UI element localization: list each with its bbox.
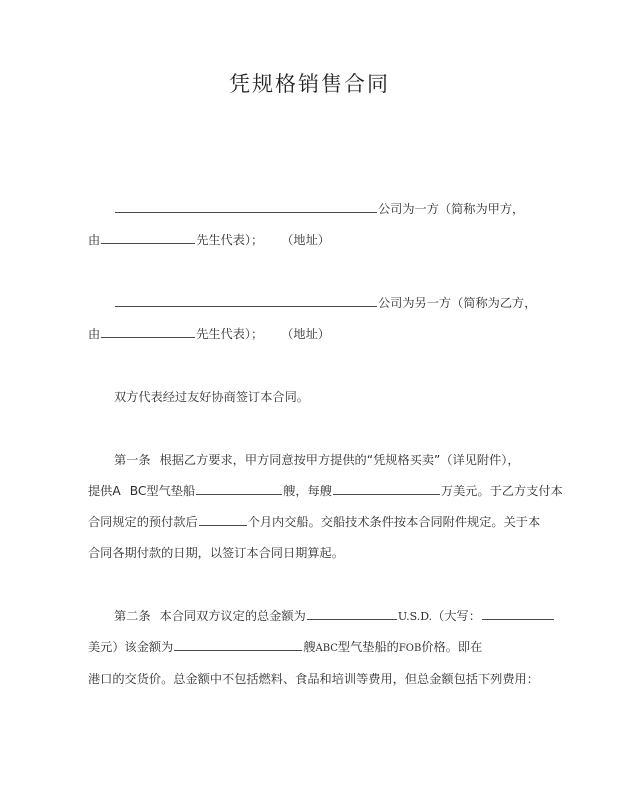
article-1-line-4-text: 合同各期付款的日期，以签订本合同日期算起。 <box>88 546 344 561</box>
party-a-address-label: （地址） <box>281 233 330 248</box>
article-2-total-text: 本合同双方议定的总金额为 <box>159 609 306 624</box>
article-2-fob-term: FOB <box>398 643 422 655</box>
article-2-line-1 <box>88 601 533 632</box>
article-1-line-4 <box>88 538 533 569</box>
article-1-ship-model: BC型气垫船 <box>129 484 196 499</box>
agreement-statement <box>88 382 533 413</box>
article-2-label: 第二条 <box>114 609 151 624</box>
article-1-ship-prefix: 提供A <box>88 484 121 499</box>
article-2-line-2 <box>88 632 533 664</box>
article-1-line-2 <box>88 476 563 507</box>
spacer <box>88 256 533 288</box>
spacer <box>88 413 533 445</box>
article-2-line-2-tail: 价格。即在 <box>421 640 483 655</box>
article-1-line-1-text: 根据乙方要求，甲方同意按甲方提供的“凭规格买卖”（详见附件）， <box>159 453 520 468</box>
article-1-prepayment-text: 合同规定的预付款后 <box>88 515 198 530</box>
document-body <box>0 153 619 695</box>
agreement-statement-text: 双方代表经过友好协商签订本合同。 <box>114 390 309 405</box>
party-b-line-1-text: 公司为另一方（简称为乙方， <box>378 296 537 311</box>
article-1-line-1 <box>88 445 533 476</box>
party-a-company-blank[interactable] <box>115 200 377 213</box>
party-b-address-label: （地址） <box>281 327 330 342</box>
spacer <box>88 350 533 382</box>
article-1-label: 第一条 <box>114 453 151 468</box>
article-2-currency-unit: U.S.D. <box>397 610 433 624</box>
party-b-company-blank[interactable] <box>115 294 377 307</box>
article-1-line-2-tail: 万美元。于乙方支付本 <box>440 484 563 499</box>
article-1-quantity-blank[interactable] <box>196 482 282 495</box>
article-2-inwords-label: （大写： <box>432 609 481 624</box>
article-2-total-amount-blank[interactable] <box>307 607 397 620</box>
party-b-line-2 <box>88 319 533 350</box>
party-b-rep-prefix: 由 <box>88 327 101 342</box>
article-2-line-3-text: 港口的交货价。总金额中不包括燃料、食品和培训等费用，但总金额包括下列费用： <box>88 672 539 687</box>
article-1-per-unit-text: 艘，每艘 <box>283 484 332 499</box>
party-a-line-1 <box>88 194 533 225</box>
party-b-block <box>88 288 537 350</box>
party-b-representative-blank[interactable] <box>101 325 195 338</box>
article-1-line-3-tail: 个月内交船。交船技术条件按本合同附件规定。关于本 <box>247 515 541 530</box>
article-2 <box>88 601 539 695</box>
article-2-ship-type-text: 型气垫船的 <box>337 640 399 655</box>
article-1-line-3 <box>88 507 541 538</box>
article-1-months-blank[interactable] <box>199 513 247 526</box>
article-2-line-3 <box>88 664 539 695</box>
article-2-amount-in-words-blank[interactable] <box>482 607 554 620</box>
party-a-line-2 <box>88 225 533 256</box>
article-1-unit-price-blank[interactable] <box>333 482 440 495</box>
party-a-rep-suffix: 先生代表）； <box>196 233 264 248</box>
spacer <box>88 569 533 601</box>
article-2-line-2-prefix: 美元）该金额为 <box>88 640 174 655</box>
article-2-ship-unit: 艘 <box>303 640 316 655</box>
article-2-ship-count-blank[interactable] <box>174 638 302 651</box>
party-b-line-1 <box>88 288 537 319</box>
page-title: 凭规格销售合同 <box>229 72 390 96</box>
spacer <box>88 153 533 194</box>
party-a-line-1-text: 公司为一方（简称为甲方， <box>378 202 525 217</box>
party-b-rep-suffix: 先生代表）； <box>196 327 264 342</box>
party-a-representative-blank[interactable] <box>101 231 195 244</box>
party-a-rep-prefix: 由 <box>88 233 101 248</box>
article-1 <box>88 445 563 569</box>
article-2-ship-model: ABC <box>315 643 338 655</box>
party-a-block <box>88 194 533 256</box>
